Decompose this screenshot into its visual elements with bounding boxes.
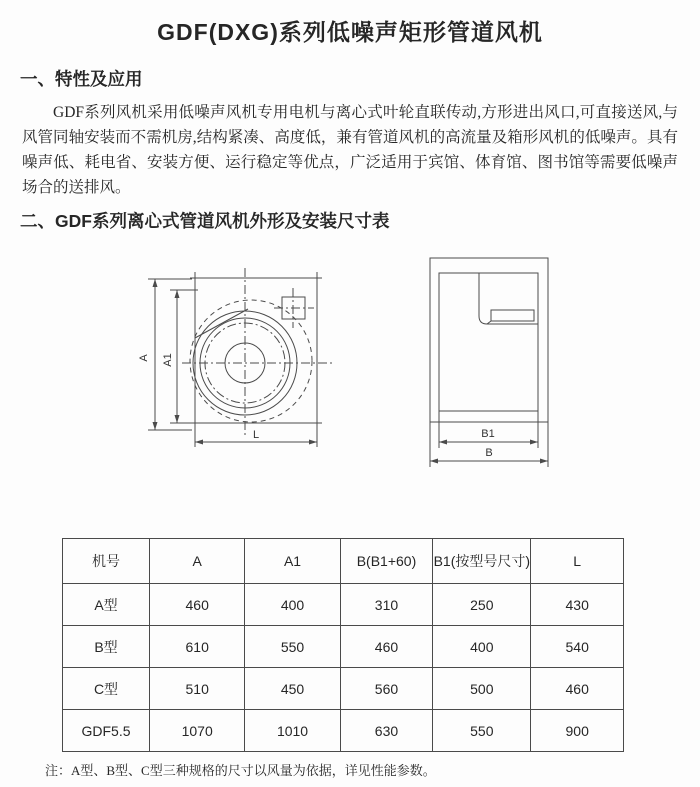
table-cell: 500 — [433, 668, 531, 710]
table-cell: C型 — [63, 668, 150, 710]
table-cell: 610 — [150, 626, 245, 668]
dim-label-b1: B1 — [481, 428, 495, 440]
table-cell: 540 — [531, 626, 624, 668]
table-cell: 310 — [340, 584, 433, 626]
table-header-row — [63, 539, 624, 584]
fan-side-view-drawing — [420, 245, 605, 475]
table-header-cell: B1(按型号尺寸) — [433, 539, 531, 584]
table-cell: 1070 — [150, 710, 245, 752]
table-header-cell: B(B1+60) — [340, 539, 433, 584]
table-cell: 510 — [150, 668, 245, 710]
table-header-cell: A — [150, 539, 245, 584]
table-cell: 430 — [531, 584, 624, 626]
table-cell: 550 — [245, 626, 340, 668]
table-cell: B型 — [63, 626, 150, 668]
table-cell: 1010 — [245, 710, 340, 752]
table-note: 注：A型、B型、C型三种规格的尺寸以风量为依据，详见性能参数。 — [45, 763, 436, 778]
dim-label-b: B — [485, 447, 493, 459]
table-header-cell: L — [531, 539, 624, 584]
dim-label-l: L — [252, 429, 260, 441]
table-header-cell: 机号 — [63, 539, 150, 584]
table-cell: 560 — [340, 668, 433, 710]
dim-label-a1: A1 — [162, 353, 174, 367]
table-cell: A型 — [63, 584, 150, 626]
table-cell: 900 — [531, 710, 624, 752]
dimensions-table — [62, 538, 624, 752]
table-cell: 460 — [150, 584, 245, 626]
table-cell: 400 — [245, 584, 340, 626]
dim-label-a: A — [138, 354, 150, 362]
table-cell: 250 — [433, 584, 531, 626]
table-row — [63, 668, 624, 710]
section-features-heading: 一、特性及应用 — [20, 69, 143, 89]
table-header-cell: A1 — [245, 539, 340, 584]
table-row — [63, 710, 624, 752]
fan-front-view-drawing — [130, 235, 390, 465]
table-cell: 630 — [340, 710, 433, 752]
table-cell: GDF5.5 — [63, 710, 150, 752]
figures-area — [0, 233, 700, 483]
table-cell: 460 — [531, 668, 624, 710]
table-cell: 460 — [340, 626, 433, 668]
section-dimensions-heading: 二、GDF系列离心式管道风机外形及安装尺寸表 — [20, 211, 390, 231]
page-title: GDF(DXG)系列低噪声矩形管道风机 — [157, 19, 543, 45]
table-row — [63, 584, 624, 626]
table-row — [63, 626, 624, 668]
table-cell: 400 — [433, 626, 531, 668]
features-paragraph: GDF系列风机采用低噪声风机专用电机与离心式叶轮直联传动,方形进出风口,可直接送风,与风管同轴安装而不需机房,结构紧凑、高度低，兼有管道风机的高流量及箱形风机的低噪声。具有噪声低、耗电省、安装方便、运行稳定等优点，广泛适用于宾馆、体育馆、图书馆等需要低噪声场合的送排风。 — [22, 104, 678, 196]
table-cell: 450 — [245, 668, 340, 710]
table-cell: 550 — [433, 710, 531, 752]
